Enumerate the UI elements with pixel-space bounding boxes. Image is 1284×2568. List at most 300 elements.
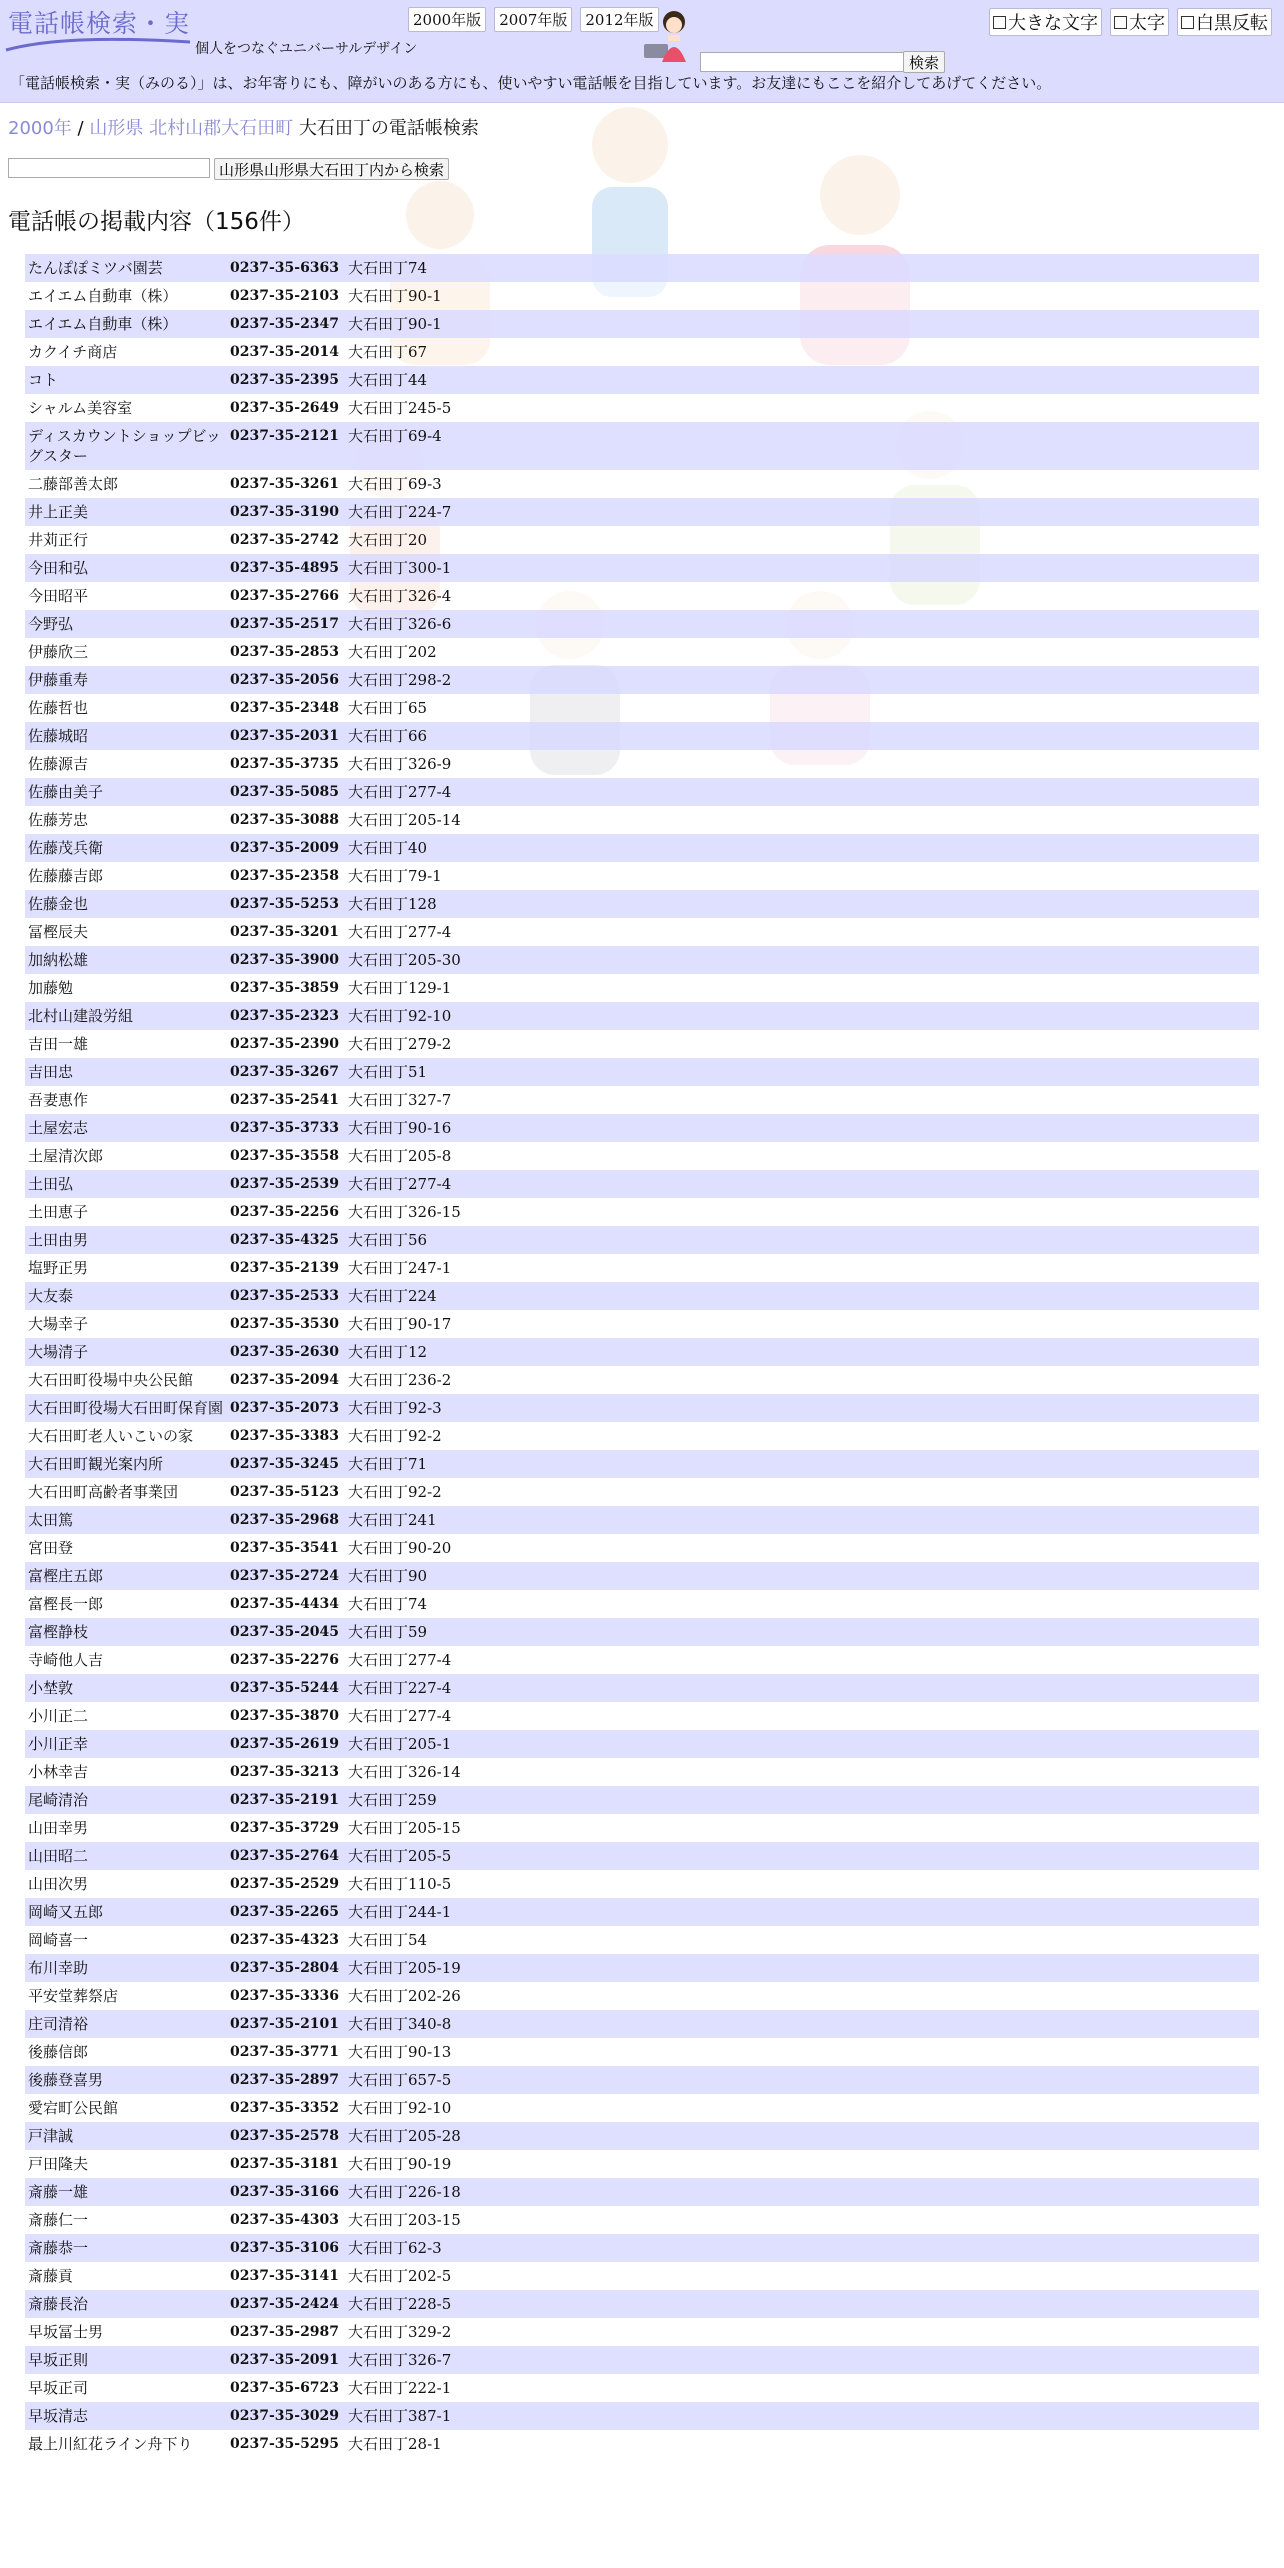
table-row	[25, 498, 1259, 526]
listing-phone[interactable]: 0237-35-2091	[227, 2346, 345, 2374]
listing-name: ディスカウントショップビッグスター	[25, 422, 227, 470]
table-row	[25, 694, 1259, 722]
table-row	[25, 946, 1259, 974]
listing-name: 吾妻恵作	[25, 1086, 227, 1114]
listing-phone[interactable]: 0237-35-5123	[227, 1478, 345, 1506]
listing-name: カクイチ商店	[25, 338, 227, 366]
table-row	[25, 254, 1259, 282]
listing-address: 大石田丁92-10	[345, 2094, 1259, 2122]
listing-name: 井上正美	[25, 498, 227, 526]
listing-phone[interactable]: 0237-35-2517	[227, 610, 345, 638]
listing-address: 大石田丁92-2	[345, 1478, 1259, 1506]
listing-name: 斎藤貢	[25, 2262, 227, 2290]
listing-phone[interactable]: 0237-35-2347	[227, 310, 345, 338]
table-row	[25, 1254, 1259, 1282]
listing-phone[interactable]: 0237-35-2348	[227, 694, 345, 722]
listing-name: 宮田登	[25, 1534, 227, 1562]
listing-address: 大石田丁244-1	[345, 1898, 1259, 1926]
listing-name: 大石田町役場中央公民館	[25, 1366, 227, 1394]
listing-name: 後藤信郎	[25, 2038, 227, 2066]
table-row	[25, 1674, 1259, 1702]
listing-address: 大石田丁277-4	[345, 778, 1259, 806]
listing-phone[interactable]: 0237-35-2358	[227, 862, 345, 890]
listing-name: 愛宕町公民館	[25, 2094, 227, 2122]
listing-phone[interactable]: 0237-35-2139	[227, 1254, 345, 1282]
listing-name: 土田恵子	[25, 1198, 227, 1226]
listing-address: 大石田丁387-1	[345, 2402, 1259, 2430]
table-row	[25, 890, 1259, 918]
large-text-toggle[interactable]	[989, 8, 1102, 36]
listing-name: 早坂正則	[25, 2346, 227, 2374]
table-row	[25, 722, 1259, 750]
listing-phone[interactable]: 0237-35-3213	[227, 1758, 345, 1786]
table-row	[25, 2066, 1259, 2094]
listing-phone[interactable]: 0237-35-2045	[227, 1618, 345, 1646]
table-row	[25, 338, 1259, 366]
listing-name: 最上川紅花ライン舟下り	[25, 2430, 227, 2458]
listing-phone[interactable]: 0237-35-3352	[227, 2094, 345, 2122]
listing-address: 大石田丁657-5	[345, 2066, 1259, 2094]
listing-phone[interactable]: 0237-35-3735	[227, 750, 345, 778]
table-row	[25, 1058, 1259, 1086]
table-row	[25, 554, 1259, 582]
listing-address: 大石田丁40	[345, 834, 1259, 862]
listing-address: 大石田丁300-1	[345, 554, 1259, 582]
listing-address: 大石田丁205-15	[345, 1814, 1259, 1842]
listing-name: 山田幸男	[25, 1814, 227, 1842]
listing-name: 土屋宏志	[25, 1114, 227, 1142]
listing-address: 大石田丁74	[345, 254, 1259, 282]
listing-address: 大石田丁205-8	[345, 1142, 1259, 1170]
listing-address: 大石田丁90-19	[345, 2150, 1259, 2178]
listing-address: 大石田丁90-1	[345, 282, 1259, 310]
edition-2007-button[interactable]: 2007年版	[494, 7, 572, 32]
listing-address: 大石田丁205-14	[345, 806, 1259, 834]
listing-phone[interactable]: 0237-35-2056	[227, 666, 345, 694]
table-row	[25, 862, 1259, 890]
listing-address: 大石田丁129-1	[345, 974, 1259, 1002]
table-row	[25, 1870, 1259, 1898]
listing-address: 大石田丁259	[345, 1786, 1259, 1814]
table-row	[25, 470, 1259, 498]
directory-table	[25, 254, 1259, 2458]
listing-phone[interactable]: 0237-35-3181	[227, 2150, 345, 2178]
edition-2000-button[interactable]: 2000年版	[408, 7, 486, 32]
table-row	[25, 2178, 1259, 2206]
header-search-input[interactable]	[700, 52, 904, 72]
listing-name: 尾崎清治	[25, 1786, 227, 1814]
bold-text-toggle[interactable]	[1110, 8, 1169, 36]
listing-name: 小川正二	[25, 1702, 227, 1730]
table-row	[25, 1338, 1259, 1366]
listing-phone[interactable]: 0237-35-6723	[227, 2374, 345, 2402]
listing-phone[interactable]: 0237-35-3267	[227, 1058, 345, 1086]
listing-phone[interactable]: 0237-35-2073	[227, 1394, 345, 1422]
checkbox-icon	[1114, 16, 1127, 29]
listing-address: 大石田丁90-20	[345, 1534, 1259, 1562]
listing-phone[interactable]: 0237-35-2742	[227, 526, 345, 554]
listing-name: 大友泰	[25, 1282, 227, 1310]
listing-address: 大石田丁327-7	[345, 1086, 1259, 1114]
listing-phone[interactable]: 0237-35-4323	[227, 1926, 345, 1954]
listing-name: 土田由男	[25, 1226, 227, 1254]
table-row	[25, 1506, 1259, 1534]
girl-mascot-icon	[642, 6, 694, 64]
listing-address: 大石田丁65	[345, 694, 1259, 722]
listing-phone[interactable]: 0237-35-2764	[227, 1842, 345, 1870]
listing-name: 早坂冨士男	[25, 2318, 227, 2346]
table-row	[25, 1534, 1259, 1562]
header-search-button[interactable]: 検索	[903, 51, 945, 73]
listing-phone[interactable]: 0237-35-2094	[227, 1366, 345, 1394]
table-row	[25, 1646, 1259, 1674]
breadcrumb-region-link[interactable]: 山形県 北村山郡大石田町	[89, 118, 294, 139]
table-row	[25, 2206, 1259, 2234]
listing-address: 大石田丁202	[345, 638, 1259, 666]
listing-name: コト	[25, 366, 227, 394]
listing-name: 富樫静枝	[25, 1618, 227, 1646]
table-row	[25, 1758, 1259, 1786]
table-row	[25, 1366, 1259, 1394]
listing-name: 早坂清志	[25, 2402, 227, 2430]
listing-phone[interactable]: 0237-35-3261	[227, 470, 345, 498]
listing-phone[interactable]: 0237-35-2724	[227, 1562, 345, 1590]
listing-phone[interactable]: 0237-35-3859	[227, 974, 345, 1002]
listing-address: 大石田丁205-19	[345, 1954, 1259, 1982]
table-row	[25, 834, 1259, 862]
listing-name: 戸田隆夫	[25, 2150, 227, 2178]
listing-address: 大石田丁205-1	[345, 1730, 1259, 1758]
listing-name: 冨樫辰夫	[25, 918, 227, 946]
listing-name: エイエム自動車（株）	[25, 282, 227, 310]
listing-address: 大石田丁90-13	[345, 2038, 1259, 2066]
listing-phone[interactable]: 0237-35-3900	[227, 946, 345, 974]
listing-phone[interactable]: 0237-35-4325	[227, 1226, 345, 1254]
listing-name: 佐藤金也	[25, 890, 227, 918]
table-row	[25, 2262, 1259, 2290]
listing-name: 布川幸助	[25, 1954, 227, 1982]
table-row	[25, 2038, 1259, 2066]
listing-phone[interactable]: 0237-35-3541	[227, 1534, 345, 1562]
listing-name: 斎藤長治	[25, 2290, 227, 2318]
listing-name: 小林幸吉	[25, 1758, 227, 1786]
checkbox-icon	[1181, 16, 1194, 29]
listing-address: 大石田丁279-2	[345, 1030, 1259, 1058]
table-row	[25, 1898, 1259, 1926]
listing-name: 大場清子	[25, 1338, 227, 1366]
listing-name: 戸津誠	[25, 2122, 227, 2150]
listing-name: 吉田一雄	[25, 1030, 227, 1058]
listing-phone[interactable]: 0237-35-2578	[227, 2122, 345, 2150]
listing-phone[interactable]: 0237-35-3530	[227, 1310, 345, 1338]
breadcrumb	[8, 114, 479, 140]
bold-text-label: 太字	[1129, 13, 1165, 34]
edition-selector	[408, 7, 659, 32]
table-row	[25, 366, 1259, 394]
listing-address: 大石田丁326-7	[345, 2346, 1259, 2374]
listing-address: 大石田丁326-4	[345, 582, 1259, 610]
table-row	[25, 1282, 1259, 1310]
listing-phone[interactable]: 0237-35-2529	[227, 1870, 345, 1898]
listing-name: 太田篤	[25, 1506, 227, 1534]
listing-name: 富樫長一郎	[25, 1590, 227, 1618]
listing-phone[interactable]: 0237-35-2968	[227, 1506, 345, 1534]
table-row	[25, 2318, 1259, 2346]
listing-name: 大石田町高齢者事業団	[25, 1478, 227, 1506]
listing-name: 大石田町観光案内所	[25, 1450, 227, 1478]
listing-phone[interactable]: 0237-35-3201	[227, 918, 345, 946]
table-row	[25, 2150, 1259, 2178]
breadcrumb-current: 大石田丁の電話帳検索	[298, 118, 479, 139]
table-row	[25, 282, 1259, 310]
listing-name: 平安堂葬祭店	[25, 1982, 227, 2010]
table-row	[25, 2010, 1259, 2038]
listing-phone[interactable]: 0237-35-2014	[227, 338, 345, 366]
large-text-label: 大きな文字	[1008, 13, 1098, 34]
table-row	[25, 1786, 1259, 1814]
listing-address: 大石田丁277-4	[345, 1646, 1259, 1674]
listing-address: 大石田丁236-2	[345, 1366, 1259, 1394]
listing-name: 北村山建設労組	[25, 1002, 227, 1030]
listing-name: 斎藤一雄	[25, 2178, 227, 2206]
listing-address: 大石田丁277-4	[345, 1702, 1259, 1730]
listing-name: 佐藤芳忠	[25, 806, 227, 834]
listing-address: 大石田丁90	[345, 1562, 1259, 1590]
listing-name: 後藤登喜男	[25, 2066, 227, 2094]
listing-phone[interactable]: 0237-35-2323	[227, 1002, 345, 1030]
listing-address: 大石田丁28-1	[345, 2430, 1259, 2458]
listing-address: 大石田丁224	[345, 1282, 1259, 1310]
listing-phone[interactable]: 0237-35-5244	[227, 1674, 345, 1702]
listing-phone[interactable]: 0237-35-2265	[227, 1898, 345, 1926]
listing-phone[interactable]: 0237-35-2276	[227, 1646, 345, 1674]
listing-phone[interactable]: 0237-35-2009	[227, 834, 345, 862]
listing-address: 大石田丁59	[345, 1618, 1259, 1646]
table-row	[25, 394, 1259, 422]
listing-address: 大石田丁69-4	[345, 422, 1259, 470]
site-logo[interactable]: 電話帳検索・実	[8, 9, 191, 38]
listing-address: 大石田丁92-3	[345, 1394, 1259, 1422]
listing-address: 大石田丁329-2	[345, 2318, 1259, 2346]
listing-address: 大石田丁247-1	[345, 1254, 1259, 1282]
table-row	[25, 1982, 1259, 2010]
listing-phone[interactable]: 0237-35-3771	[227, 2038, 345, 2066]
listing-phone[interactable]: 0237-35-3733	[227, 1114, 345, 1142]
listing-address: 大石田丁90-16	[345, 1114, 1259, 1142]
listing-phone[interactable]: 0237-35-2649	[227, 394, 345, 422]
listing-phone[interactable]: 0237-35-4303	[227, 2206, 345, 2234]
listing-phone[interactable]: 0237-35-2853	[227, 638, 345, 666]
listing-address: 大石田丁71	[345, 1450, 1259, 1478]
listing-phone[interactable]: 0237-35-5295	[227, 2430, 345, 2458]
invert-colors-toggle[interactable]	[1177, 8, 1272, 36]
table-row	[25, 1086, 1259, 1114]
listing-phone[interactable]: 0237-35-4434	[227, 1590, 345, 1618]
listing-address: 大石田丁227-4	[345, 1674, 1259, 1702]
listing-name: 佐藤城昭	[25, 722, 227, 750]
listing-phone[interactable]: 0237-35-2766	[227, 582, 345, 610]
listing-name: 岡崎喜一	[25, 1926, 227, 1954]
listing-phone[interactable]: 0237-35-3141	[227, 2262, 345, 2290]
listing-phone[interactable]: 0237-35-6363	[227, 254, 345, 282]
table-row	[25, 638, 1259, 666]
listing-address: 大石田丁56	[345, 1226, 1259, 1254]
listing-address: 大石田丁222-1	[345, 2374, 1259, 2402]
listing-name: 山田次男	[25, 1870, 227, 1898]
table-row	[25, 1842, 1259, 1870]
invert-colors-label: 白黒反転	[1196, 13, 1268, 34]
listing-phone[interactable]: 0237-35-2101	[227, 2010, 345, 2038]
listing-address: 大石田丁326-14	[345, 1758, 1259, 1786]
listing-phone[interactable]: 0237-35-3729	[227, 1814, 345, 1842]
table-row	[25, 422, 1259, 470]
listing-name: 山田昭二	[25, 1842, 227, 1870]
listing-phone[interactable]: 0237-35-2031	[227, 722, 345, 750]
listing-address: 大石田丁67	[345, 338, 1259, 366]
site-header	[0, 0, 1284, 103]
listing-address: 大石田丁66	[345, 722, 1259, 750]
listing-address: 大石田丁298-2	[345, 666, 1259, 694]
table-row	[25, 1198, 1259, 1226]
table-row	[25, 1562, 1259, 1590]
table-row	[25, 582, 1259, 610]
listing-phone[interactable]: 0237-35-2897	[227, 2066, 345, 2094]
listing-phone[interactable]: 0237-35-3558	[227, 1142, 345, 1170]
listing-phone[interactable]: 0237-35-3106	[227, 2234, 345, 2262]
listing-address: 大石田丁128	[345, 890, 1259, 918]
section-title: 電話帳の掲載内容（156件）	[8, 209, 305, 235]
listing-name: 斎藤恭一	[25, 2234, 227, 2262]
table-row	[25, 1002, 1259, 1030]
table-row	[25, 310, 1259, 338]
listing-address: 大石田丁205-5	[345, 1842, 1259, 1870]
listing-address: 大石田丁203-15	[345, 2206, 1259, 2234]
table-row	[25, 1310, 1259, 1338]
listing-address: 大石田丁90-17	[345, 1310, 1259, 1338]
listing-phone[interactable]: 0237-35-5085	[227, 778, 345, 806]
local-search-button[interactable]: 山形県山形県大石田丁内から検索	[214, 158, 449, 180]
listing-address: 大石田丁224-7	[345, 498, 1259, 526]
listing-address: 大石田丁69-3	[345, 470, 1259, 498]
listing-name: 小埜敦	[25, 1674, 227, 1702]
table-row	[25, 1450, 1259, 1478]
listing-name: 佐藤茂兵衛	[25, 834, 227, 862]
listing-name: 富樫庄五郎	[25, 1562, 227, 1590]
listing-phone[interactable]: 0237-35-2424	[227, 2290, 345, 2318]
listing-address: 大石田丁51	[345, 1058, 1259, 1086]
listing-phone[interactable]: 0237-35-2541	[227, 1086, 345, 1114]
listing-phone[interactable]: 0237-35-3336	[227, 1982, 345, 2010]
listing-name: 加納松雄	[25, 946, 227, 974]
table-row	[25, 666, 1259, 694]
edition-2012-button[interactable]: 2012年版	[580, 7, 658, 32]
listing-name: エイエム自動車（株）	[25, 310, 227, 338]
listing-phone[interactable]: 0237-35-2191	[227, 1786, 345, 1814]
listing-phone[interactable]: 0237-35-3870	[227, 1702, 345, 1730]
table-row	[25, 1590, 1259, 1618]
listing-phone[interactable]: 0237-35-2630	[227, 1338, 345, 1366]
listing-phone[interactable]: 0237-35-2987	[227, 2318, 345, 2346]
listing-phone[interactable]: 0237-35-2533	[227, 1282, 345, 1310]
listing-address: 大石田丁92-2	[345, 1422, 1259, 1450]
listing-phone[interactable]: 0237-35-2804	[227, 1954, 345, 1982]
listing-name: 吉田忠	[25, 1058, 227, 1086]
listing-address: 大石田丁20	[345, 526, 1259, 554]
listing-address: 大石田丁90-1	[345, 310, 1259, 338]
listing-address: 大石田丁228-5	[345, 2290, 1259, 2318]
listing-phone[interactable]: 0237-35-3383	[227, 1422, 345, 1450]
listing-phone[interactable]: 0237-35-2103	[227, 282, 345, 310]
table-row	[25, 1114, 1259, 1142]
listing-name: 寺崎他人吉	[25, 1646, 227, 1674]
listing-phone[interactable]: 0237-35-3245	[227, 1450, 345, 1478]
table-row	[25, 1730, 1259, 1758]
listing-address: 大石田丁79-1	[345, 862, 1259, 890]
listing-address: 大石田丁12	[345, 1338, 1259, 1366]
listing-name: 伊藤重寿	[25, 666, 227, 694]
listing-phone[interactable]: 0237-35-2121	[227, 422, 345, 470]
listing-address: 大石田丁54	[345, 1926, 1259, 1954]
listing-address: 大石田丁110-5	[345, 1870, 1259, 1898]
listing-phone[interactable]: 0237-35-3190	[227, 498, 345, 526]
listing-name: 二藤部善太郎	[25, 470, 227, 498]
listing-address: 大石田丁62-3	[345, 2234, 1259, 2262]
listing-phone[interactable]: 0237-35-3029	[227, 2402, 345, 2430]
listing-address: 大石田丁92-10	[345, 1002, 1259, 1030]
local-search-input[interactable]	[8, 158, 210, 178]
table-row	[25, 1142, 1259, 1170]
listing-phone[interactable]: 0237-35-5253	[227, 890, 345, 918]
table-row	[25, 974, 1259, 1002]
listing-name: 今野弘	[25, 610, 227, 638]
table-row	[25, 1814, 1259, 1842]
listing-phone[interactable]: 0237-35-2256	[227, 1198, 345, 1226]
table-row	[25, 2402, 1259, 2430]
listing-name: 岡崎又五郎	[25, 1898, 227, 1926]
checkbox-icon	[993, 16, 1006, 29]
listing-phone[interactable]: 0237-35-3088	[227, 806, 345, 834]
local-search-form	[8, 158, 449, 180]
listing-name: 斎藤仁一	[25, 2206, 227, 2234]
listing-phone[interactable]: 0237-35-3166	[227, 2178, 345, 2206]
table-row	[25, 806, 1259, 834]
table-row	[25, 1478, 1259, 1506]
listing-name: 加藤勉	[25, 974, 227, 1002]
listing-address: 大石田丁277-4	[345, 1170, 1259, 1198]
listing-phone[interactable]: 0237-35-4895	[227, 554, 345, 582]
listing-address: 大石田丁202-5	[345, 2262, 1259, 2290]
listing-name: 今田和弘	[25, 554, 227, 582]
listing-phone[interactable]: 0237-35-2539	[227, 1170, 345, 1198]
table-row	[25, 2346, 1259, 2374]
table-row	[25, 750, 1259, 778]
listing-phone[interactable]: 0237-35-2619	[227, 1730, 345, 1758]
listing-address: 大石田丁202-26	[345, 1982, 1259, 2010]
listing-name: 佐藤源吉	[25, 750, 227, 778]
table-row	[25, 1226, 1259, 1254]
listing-address: 大石田丁205-30	[345, 946, 1259, 974]
listing-address: 大石田丁241	[345, 1506, 1259, 1534]
table-row	[25, 2430, 1259, 2458]
listing-phone[interactable]: 0237-35-2395	[227, 366, 345, 394]
listing-name: たんぽぽミツバ園芸	[25, 254, 227, 282]
listing-address: 大石田丁245-5	[345, 394, 1259, 422]
breadcrumb-year-link[interactable]: 2000年	[8, 118, 72, 139]
logo-swoosh-icon	[4, 36, 194, 52]
intro-text: 「電話帳検索・実（みのる）」は、お年寄りにも、障がいのある方にも、使いやすい電話帳を目指しています。お友達にもここを紹介してあげてください。	[10, 74, 1052, 92]
table-row	[25, 1170, 1259, 1198]
listing-phone[interactable]: 0237-35-2390	[227, 1030, 345, 1058]
